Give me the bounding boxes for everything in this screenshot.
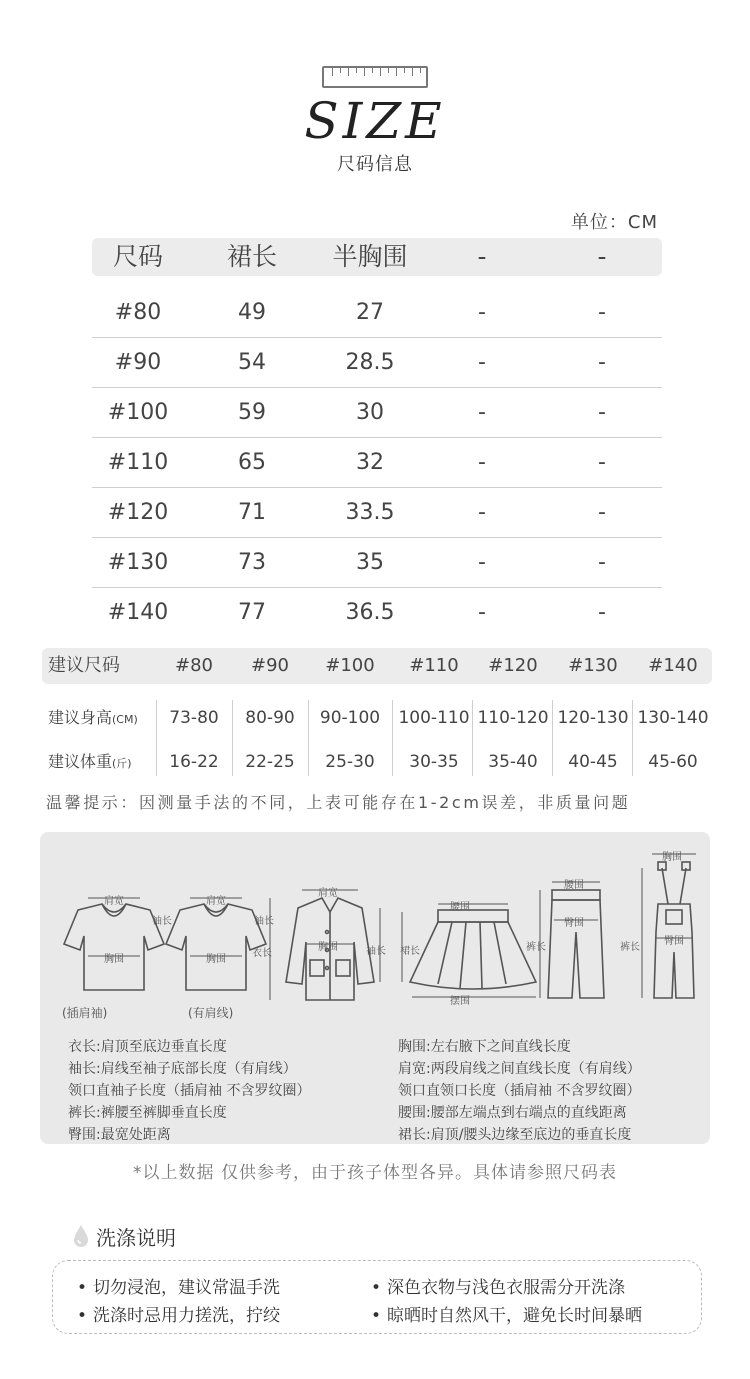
wash-item: • 切勿浸泡，建议常温手洗 — [77, 1273, 280, 1298]
definition-item: 肩宽:两段肩线之间直线长度（有肩线） — [398, 1061, 641, 1077]
weight-value: 45-60 — [648, 752, 698, 772]
label-sleeve: 袖长 — [366, 946, 386, 957]
label-shoulder: 肩宽 — [318, 888, 338, 899]
table-cell: - — [598, 500, 606, 525]
definition-item: 袖长:肩线至袖子底部长度（有肩线） — [68, 1061, 297, 1077]
table-cell: 33.5 — [345, 500, 395, 525]
pants-icon — [540, 882, 604, 998]
tshirt-seam-icon — [166, 898, 266, 990]
table-cell: 54 — [238, 350, 266, 375]
recommend-header-label: 建议尺码 — [48, 655, 120, 676]
height-value: 110-120 — [477, 708, 549, 728]
label-waist: 腰围 — [450, 902, 470, 913]
table-row — [92, 338, 662, 388]
table-cell: - — [598, 400, 606, 425]
table-row — [92, 488, 662, 538]
column-divider — [308, 700, 309, 776]
table-cell: 73 — [238, 550, 266, 575]
column-divider — [552, 700, 553, 776]
label-sleeve: 袖长 — [152, 916, 172, 927]
measurement-tip: 温馨提示：因测量手法的不同，上表可能存在1-2cm误差，非质量问题 — [46, 793, 631, 812]
column-divider — [632, 700, 633, 776]
column-header: 半胸围 — [332, 242, 408, 271]
height-value: 130-140 — [637, 708, 709, 728]
skirt-icon — [402, 904, 536, 997]
table-cell: - — [478, 400, 486, 425]
label-thigh: 臀围 — [664, 936, 684, 947]
label-waist: 腰围 — [564, 880, 584, 891]
recommend-table-header — [42, 648, 712, 684]
label-pants-length: 裤长 — [526, 942, 546, 953]
wash-item: • 深色衣物与浅色衣服需分开洗涤 — [371, 1273, 625, 1298]
table-row — [92, 538, 662, 588]
weight-value: 22-25 — [245, 752, 295, 772]
table-cell: 32 — [356, 450, 384, 475]
wash-item: • 晾晒时自然风干，避免长时间暴晒 — [371, 1301, 642, 1326]
column-header: 裙长 — [226, 242, 277, 271]
column-divider — [392, 700, 393, 776]
measurement-diagram-panel — [40, 832, 710, 1144]
height-value: 80-90 — [245, 708, 295, 728]
table-cell: 30 — [356, 400, 384, 425]
wash-title: 洗涤说明 — [96, 1226, 176, 1250]
table-cell: 77 — [238, 600, 266, 625]
reference-note: *以上数据 仅供参考，由于孩子体型各异。具体请参照尺码表 — [133, 1163, 617, 1183]
ruler-icon — [322, 66, 428, 88]
weight-value: 30-35 — [409, 752, 459, 772]
table-cell: #90 — [114, 350, 162, 375]
recommend-weight-row — [42, 740, 712, 784]
definition-item: 衣长:肩顶至底边垂直长度 — [68, 1039, 227, 1055]
recommend-size: #140 — [648, 655, 698, 676]
wash-instructions-box — [52, 1260, 702, 1334]
definition-item: 领口直领口长度（插肩袖 不含罗纹圈） — [398, 1083, 641, 1099]
weight-value: 40-45 — [568, 752, 618, 772]
height-value: 73-80 — [169, 708, 219, 728]
table-cell: - — [478, 500, 486, 525]
recommend-size: #90 — [251, 655, 289, 676]
overalls-icon — [642, 854, 696, 998]
definition-item: 领口直袖子长度（插肩袖 不含罗纹圈） — [68, 1083, 311, 1099]
table-cell: 49 — [238, 300, 266, 325]
label-shoulder: 肩宽 — [104, 896, 124, 907]
definition-item: 裤长:裤腰至裤脚垂直长度 — [68, 1105, 227, 1121]
table-cell: 71 — [238, 500, 266, 525]
recommend-size: #120 — [488, 655, 538, 676]
table-cell: #100 — [107, 400, 169, 425]
label-shoulder: 肩宽 — [206, 896, 226, 907]
definition-item: 臀围:最宽处距离 — [68, 1127, 171, 1143]
table-cell: - — [478, 300, 486, 325]
water-drop-icon — [72, 1224, 90, 1248]
height-value: 120-130 — [557, 708, 629, 728]
wash-item: • 洗涤时忌用力搓洗，拧绞 — [77, 1301, 280, 1326]
label-chest: 胸围 — [318, 942, 338, 953]
height-label: 建议身高(CM) — [48, 708, 138, 727]
size-logo — [0, 60, 750, 180]
recommend-size: #110 — [409, 655, 459, 676]
label-sleeve: 袖长 — [254, 916, 274, 927]
recommend-size: #130 — [568, 655, 618, 676]
tshirt-raglan-icon — [64, 898, 164, 990]
column-header: - — [477, 242, 487, 271]
caption-seam: (有肩线) — [188, 1006, 234, 1020]
column-divider — [472, 700, 473, 776]
page-subtitle: 尺码信息 — [337, 154, 413, 175]
table-cell: - — [478, 350, 486, 375]
recommend-height-row — [42, 696, 712, 740]
label-hem: 摆围 — [450, 996, 470, 1007]
label-chest: 胸围 — [104, 954, 124, 965]
recommend-size: #80 — [175, 655, 213, 676]
table-cell: 35 — [356, 550, 384, 575]
table-cell: 36.5 — [345, 600, 395, 625]
recommend-size: #100 — [325, 655, 375, 676]
height-value: 100-110 — [398, 708, 470, 728]
label-chest: 胸围 — [662, 852, 682, 863]
table-cell: - — [598, 350, 606, 375]
table-cell: - — [598, 300, 606, 325]
definition-item: 裙长:肩顶/腰头边缘至底边的垂直长度 — [398, 1127, 632, 1143]
table-cell: 65 — [238, 450, 266, 475]
weight-value: 16-22 — [169, 752, 219, 772]
table-cell: 59 — [238, 400, 266, 425]
label-pants-length: 裤长 — [620, 942, 640, 953]
table-cell: #140 — [107, 600, 169, 625]
caption-raglan: (插肩袖) — [62, 1006, 108, 1020]
table-row — [92, 588, 662, 638]
table-cell: 28.5 — [345, 350, 395, 375]
size-table-header — [92, 238, 662, 276]
table-cell: 27 — [356, 300, 384, 325]
height-value: 90-100 — [319, 708, 381, 728]
table-cell: - — [478, 450, 486, 475]
table-cell: #130 — [107, 550, 169, 575]
label-length: 衣长 — [252, 948, 272, 959]
table-row — [92, 288, 662, 338]
definition-item: 腰围:腰部左端点到右端点的直线距离 — [398, 1105, 627, 1121]
table-cell: #120 — [107, 500, 169, 525]
label-chest: 胸围 — [206, 954, 226, 965]
label-skirt-length: 裙长 — [400, 946, 420, 957]
column-header: - — [597, 242, 607, 271]
weight-label: 建议体重(斤) — [48, 752, 132, 771]
table-cell: - — [478, 600, 486, 625]
table-row — [92, 438, 662, 488]
table-cell: #80 — [114, 300, 162, 325]
definition-item: 胸围:左右腋下之间直线长度 — [398, 1039, 571, 1055]
column-divider — [156, 700, 157, 776]
column-divider — [232, 700, 233, 776]
table-cell: - — [598, 550, 606, 575]
table-cell: - — [478, 550, 486, 575]
unit-label: 单位：CM — [570, 212, 658, 233]
table-cell: - — [598, 600, 606, 625]
page-title: SIZE — [304, 92, 446, 150]
table-cell: - — [598, 450, 606, 475]
weight-value: 35-40 — [488, 752, 538, 772]
label-thigh: 臀围 — [564, 918, 584, 929]
weight-value: 25-30 — [325, 752, 375, 772]
table-row — [92, 388, 662, 438]
column-header: 尺码 — [112, 242, 163, 271]
table-cell: #110 — [107, 450, 169, 475]
